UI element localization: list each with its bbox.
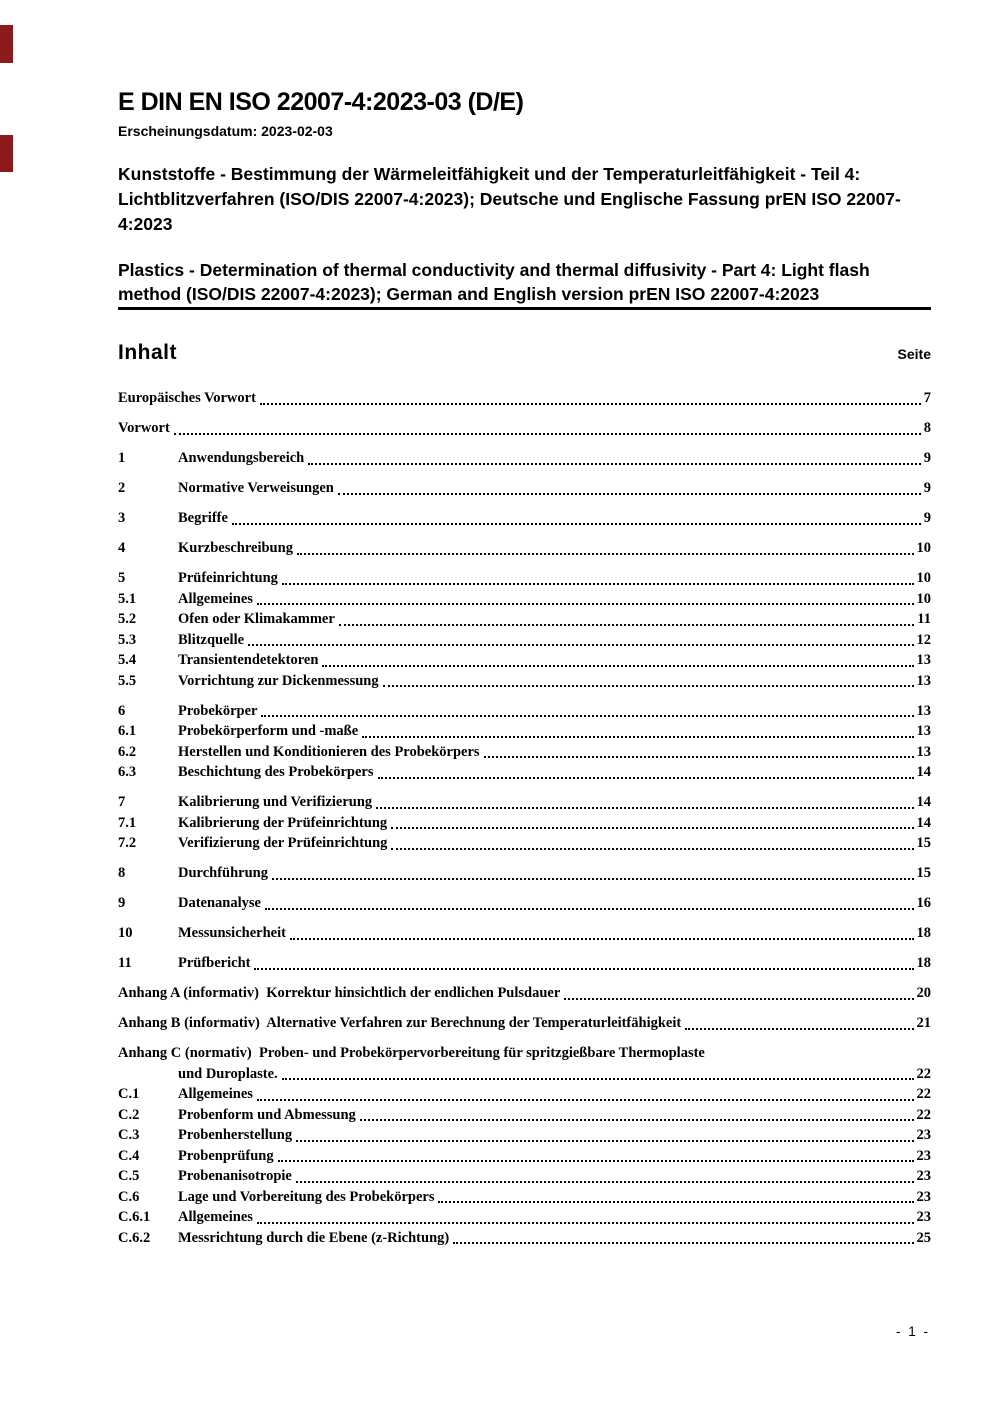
toc-entry-title: Probekörperform und -maße <box>178 723 359 739</box>
toc-entry-page: 18 <box>916 955 931 971</box>
toc-entry-number: 4 <box>118 540 126 556</box>
toc-entry-page: 23 <box>916 1168 931 1184</box>
toc-entry-page: 21 <box>916 1015 931 1031</box>
toc-entry-page: 23 <box>916 1188 931 1205</box>
toc-entry-title: Allgemeines <box>178 590 253 607</box>
toc-entry-page: 10 <box>916 570 931 586</box>
toc-entry-page: 13 <box>916 743 931 760</box>
toc-entry-title: Kalibrierung der Prüfeinrichtung <box>178 814 388 831</box>
toc-dot-leader <box>265 908 914 910</box>
toc-entry-title: Kalibrierung und Verifizierung <box>178 794 373 810</box>
toc-entry-number: C.1 <box>118 1086 140 1102</box>
toc-entry-title: Vorwort <box>118 420 170 436</box>
toc-row <box>118 478 931 499</box>
toc-entry-number: 6.1 <box>118 723 137 739</box>
toc-dot-leader <box>322 665 913 667</box>
toc-row <box>118 1166 931 1187</box>
toc-row <box>118 923 931 944</box>
toc-entry-number: C.4 <box>118 1147 140 1164</box>
toc-entry-number: 7.2 <box>118 835 137 851</box>
toc-entry-title: Messrichtung durch die Ebene (z-Richtung) <box>178 1229 450 1246</box>
toc-row <box>118 953 931 974</box>
toc-row <box>118 568 931 589</box>
toc-dot-leader <box>378 777 914 779</box>
toc-row <box>118 630 931 651</box>
toc-dot-leader <box>362 736 913 738</box>
toc-dot-leader <box>391 827 913 829</box>
toc-entry-title: Allgemeines <box>178 1086 253 1102</box>
toc-dot-leader <box>383 685 914 687</box>
toc-row <box>118 792 931 813</box>
toc-dot-leader <box>232 523 921 525</box>
toc-entry-number: 5.3 <box>118 631 137 648</box>
toc-heading: Inhalt <box>118 341 177 364</box>
toc-entry-page: 14 <box>916 794 931 810</box>
toc-entry-title: Transientendetektoren <box>178 652 319 668</box>
toc-entry-page: 23 <box>916 1127 931 1143</box>
toc-row <box>118 742 931 763</box>
toc-entry-title: Prüfbericht <box>178 955 251 971</box>
toc-entry-number: 7.1 <box>118 814 137 831</box>
toc-row <box>118 893 931 914</box>
toc-entry-page: 11 <box>917 611 931 627</box>
toc-entry-page: 10 <box>916 590 931 607</box>
toc-entry-page: 20 <box>916 985 931 1001</box>
toc-dot-leader <box>282 583 914 585</box>
toc-entry-title: Prüfeinrichtung <box>178 570 278 586</box>
toc-entry-page: 16 <box>916 895 931 911</box>
toc-entry-number: C.2 <box>118 1106 140 1123</box>
toc-dot-leader <box>290 938 914 940</box>
toc-row <box>118 1228 931 1249</box>
toc-entry-page: 13 <box>916 723 931 739</box>
toc-dot-leader <box>308 463 921 465</box>
toc-entry-number: 6 <box>118 702 126 719</box>
toc-row <box>118 813 931 834</box>
toc-dot-leader <box>438 1201 913 1203</box>
toc-dot-leader <box>360 1119 914 1121</box>
toc-row <box>118 1207 931 1228</box>
toc-dot-leader <box>254 968 913 970</box>
toc-entry-number: C.5 <box>118 1168 140 1184</box>
toc-dot-leader <box>174 433 921 435</box>
toc-entry-number: 7 <box>118 794 126 810</box>
toc-dot-leader <box>257 603 914 605</box>
title-divider-rule <box>118 307 931 310</box>
toc-dot-leader <box>564 998 913 1000</box>
document-title-english: Plastics - Determination of thermal conductivity and thermal diffusivity - Part 4: Light flash method (ISO/DIS 22007-4:2023); German and English version prEN ISO 22007-4:2023 <box>118 260 870 304</box>
toc-entry-page: 22 <box>916 1106 931 1123</box>
toc-entry-number: 6.3 <box>118 764 137 780</box>
toc-row <box>118 508 931 529</box>
toc-row <box>118 1105 931 1126</box>
toc-entry-title: Herstellen und Konditionieren des Probekörpers <box>178 743 480 760</box>
toc-entry-number: C.6.1 <box>118 1209 151 1225</box>
toc-row <box>118 589 931 610</box>
toc-entry-page: 22 <box>916 1086 931 1102</box>
toc-row <box>118 609 931 630</box>
toc-row <box>118 1146 931 1167</box>
toc-entry-page: 23 <box>916 1209 931 1225</box>
toc-entry-number: C.3 <box>118 1127 140 1143</box>
footer-page-number: - 1 - <box>895 1324 930 1339</box>
toc-row <box>118 1187 931 1208</box>
toc-row <box>118 418 931 439</box>
toc-entry-page: 12 <box>916 631 931 648</box>
toc-dot-leader <box>685 1028 913 1030</box>
toc-dot-leader <box>257 1222 914 1224</box>
toc-entry-title: Beschichtung des Probekörpers <box>178 764 374 780</box>
toc-entry-title: Anhang C (normativ) Proben- und Probekörpervorbereitung für spritzgießbare Thermoplaste <box>118 1045 705 1061</box>
toc-entry-page: 13 <box>916 702 931 719</box>
toc-entry-page: 18 <box>916 925 931 941</box>
toc-dot-leader <box>282 1078 914 1080</box>
toc-dot-leader <box>484 756 914 758</box>
toc-entry-title: Europäisches Vorwort <box>118 390 256 406</box>
document-page <box>118 0 931 1248</box>
toc-entry-page: 10 <box>916 540 931 556</box>
toc-row <box>118 762 931 783</box>
toc-entry-title: Normative Verweisungen <box>178 480 334 496</box>
toc-entry-title: Probenanisotropie <box>178 1168 292 1184</box>
document-title-german: Kunststoffe - Bestimmung der Wärmeleitfähigkeit und der Temperaturleitfähigkeit - Teil 4: Lichtblitzverfahren (ISO/DIS 22007-4:2023); Deutsche und Englische Fassung prEN ISO 22007-4:2023 <box>118 164 901 234</box>
toc-entry-title: Vorrichtung zur Dickenmessung <box>178 672 379 689</box>
toc-row <box>118 1125 931 1146</box>
toc-dot-leader <box>272 878 914 880</box>
toc-row <box>118 833 931 854</box>
toc-entry-title: Datenanalyse <box>178 895 261 911</box>
toc-dot-leader <box>376 807 913 809</box>
toc-entry-title: Lage und Vorbereitung des Probekörpers <box>178 1188 435 1205</box>
toc-entry-page: 23 <box>916 1147 931 1164</box>
toc-entry-number: C.6.2 <box>118 1229 151 1246</box>
toc-entry-number: 2 <box>118 480 126 496</box>
toc-entry-page: 9 <box>923 450 931 466</box>
toc-entry-page: 22 <box>916 1065 931 1082</box>
toc-entry-title: Probekörper <box>178 702 258 719</box>
toc-entry-title: Anhang B (informativ) Alternative Verfahren zur Berechnung der Temperaturleitfähigkeit <box>118 1015 682 1031</box>
toc-page-column-label: Seite <box>897 346 931 362</box>
toc-entry-number: C.6 <box>118 1188 140 1205</box>
toc-dot-leader <box>248 644 913 646</box>
toc-entry-number: 8 <box>118 865 126 881</box>
toc-entry-title: Anwendungsbereich <box>178 450 305 466</box>
toc-entry-title: Probenherstellung <box>178 1127 293 1143</box>
toc-entry-title: Begriffe <box>178 510 228 526</box>
toc-entry-title: Messunsicherheit <box>178 925 286 941</box>
toc-dot-leader <box>261 715 913 717</box>
toc-entry-title: Ofen oder Klimakammer <box>178 611 335 627</box>
toc-entry-number: 9 <box>118 895 126 911</box>
toc-dot-leader <box>297 553 914 555</box>
toc-row <box>118 1013 931 1034</box>
page-edge-mark <box>0 135 13 172</box>
toc-row <box>118 721 931 742</box>
toc-entry-number: 6.2 <box>118 743 137 760</box>
toc-entry-title: Anhang A (informativ) Korrektur hinsichtlich der endlichen Pulsdauer <box>118 985 561 1001</box>
toc-entry-page: 13 <box>916 672 931 689</box>
toc-row <box>118 538 931 559</box>
document-number-heading: E DIN EN ISO 22007-4:2023-03 (D/E) <box>118 88 524 116</box>
toc-row <box>118 1084 931 1105</box>
toc-entry-title: Kurzbeschreibung <box>178 540 293 556</box>
toc-entry-page: 13 <box>916 652 931 668</box>
toc-dot-leader <box>391 848 913 850</box>
toc-entry-number: 3 <box>118 510 126 526</box>
toc-dot-leader <box>339 624 915 626</box>
toc-row <box>118 701 931 722</box>
toc-entry-number: 5.1 <box>118 590 137 607</box>
toc-entry-title: Allgemeines <box>178 1209 253 1225</box>
toc-entry-page: 9 <box>923 510 931 526</box>
toc-entry-page: 14 <box>916 814 931 831</box>
toc-row <box>118 983 931 1004</box>
toc-dot-leader <box>257 1099 914 1101</box>
toc-row <box>118 388 931 409</box>
toc-dot-leader <box>278 1160 914 1162</box>
toc-entry-number: 5.2 <box>118 611 137 627</box>
toc-entry-number: 11 <box>118 955 132 971</box>
toc-dot-leader <box>296 1181 914 1183</box>
toc-entry-page: 9 <box>923 480 931 496</box>
release-date: Erscheinungsdatum: 2023-02-03 <box>118 123 333 139</box>
toc-row <box>118 650 931 671</box>
toc-entry-page: 15 <box>916 865 931 881</box>
toc-entry-number: 5.5 <box>118 672 137 689</box>
toc-row <box>118 671 931 692</box>
page-edge-mark <box>0 25 13 63</box>
toc-entry-title: und Duroplaste. <box>178 1065 278 1082</box>
toc-header-row <box>118 341 931 365</box>
toc-entry-title: Verifizierung der Prüfeinrichtung <box>178 835 388 851</box>
toc-entry-number: 1 <box>118 450 126 466</box>
toc-entry-title: Durchführung <box>178 865 268 881</box>
toc-entry-page: 15 <box>916 835 931 851</box>
toc-entry-number: 10 <box>118 925 133 941</box>
table-of-contents <box>118 388 931 1248</box>
toc-dot-leader <box>453 1242 913 1244</box>
toc-entry-number: 5.4 <box>118 652 137 668</box>
toc-entry-number: 5 <box>118 570 126 586</box>
toc-row <box>118 1043 931 1064</box>
toc-dot-leader <box>296 1140 913 1142</box>
toc-entry-title: Probenprüfung <box>178 1147 274 1164</box>
toc-entry-title: Probenform und Abmessung <box>178 1106 356 1123</box>
toc-dot-leader <box>260 403 921 405</box>
toc-entry-page: 25 <box>916 1229 931 1246</box>
toc-entry-title: Blitzquelle <box>178 631 245 648</box>
toc-row <box>118 863 931 884</box>
toc-dot-leader <box>338 493 921 495</box>
toc-row <box>118 1064 931 1085</box>
toc-entry-page: 14 <box>916 764 931 780</box>
toc-entry-page: 8 <box>923 420 931 436</box>
toc-entry-page: 7 <box>923 390 931 406</box>
toc-row <box>118 448 931 469</box>
